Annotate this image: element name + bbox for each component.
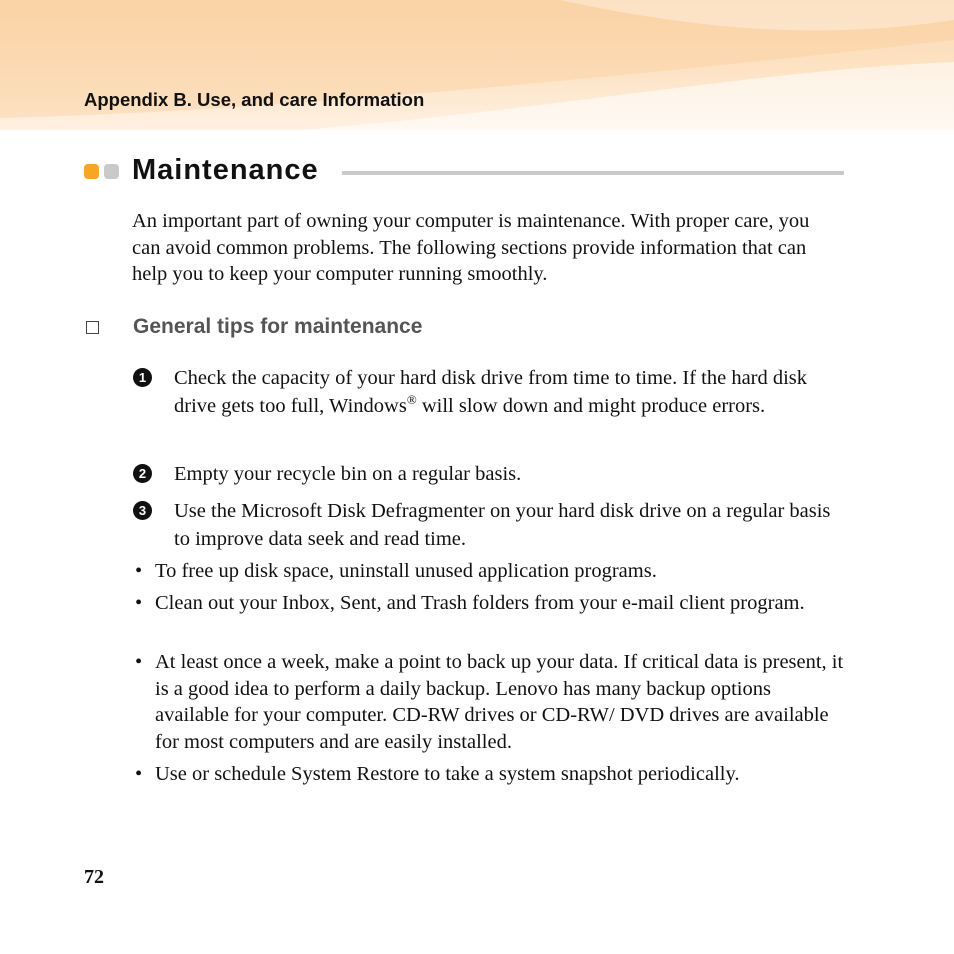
step-number-icon: 2 — [133, 464, 152, 483]
section-heading — [84, 152, 844, 192]
appendix-title: Appendix B. Use, and care Information — [84, 89, 425, 110]
step-text: Empty your recycle bin on a regular basis. — [174, 463, 522, 485]
list-item-text: To free up disk space, uninstall unused application programs. — [155, 560, 657, 582]
list-item-text: Use or schedule System Restore to take a system snapshot periodically. — [155, 763, 740, 785]
step-number-icon: 1 — [133, 368, 152, 387]
bullet-icon: • — [135, 651, 143, 673]
step-number-icon: 3 — [133, 501, 152, 520]
intro-paragraph: An important part of owning your computer is maintenance. With proper care, you can avoid common problems. The following sections provide information that can help you to keep your computer running smoothly. — [132, 210, 810, 285]
title-rule-divider — [342, 171, 844, 175]
page-number: 72 — [84, 866, 104, 888]
step-text — [174, 364, 834, 420]
step-text: Use the Microsoft Disk Defragmenter on your hard disk drive on a regular basis to improve data seek and read time. — [174, 500, 831, 550]
grey-square-icon — [104, 164, 119, 179]
bullet-icon: • — [135, 763, 143, 785]
step-text-part: will slow down and might produce errors. — [416, 395, 766, 417]
square-outline-icon — [86, 321, 99, 334]
bullet-icon: • — [135, 592, 143, 614]
registered-mark: ® — [406, 392, 417, 407]
subsection-heading — [86, 315, 786, 343]
step-text-part: Check the capacity of your hard disk drive from time to time. If the hard disk drive gets too full, Windows — [174, 367, 808, 417]
section-title: Maintenance — [132, 154, 319, 186]
list-item-text: Clean out your Inbox, Sent, and Trash folders from your e-mail client program. — [155, 592, 805, 614]
subsection-title: General tips for maintenance — [133, 315, 423, 338]
list-item-text: At least once a week, make a point to back up your data. If critical data is present, it is a good idea to perform a daily backup. Lenovo has many backup options available for your computer. CD-RW drives or CD-RW/ DVD drives are available for most computers and are easily installed. — [155, 651, 844, 753]
bullet-icon: • — [135, 560, 143, 582]
orange-square-icon — [84, 164, 99, 179]
